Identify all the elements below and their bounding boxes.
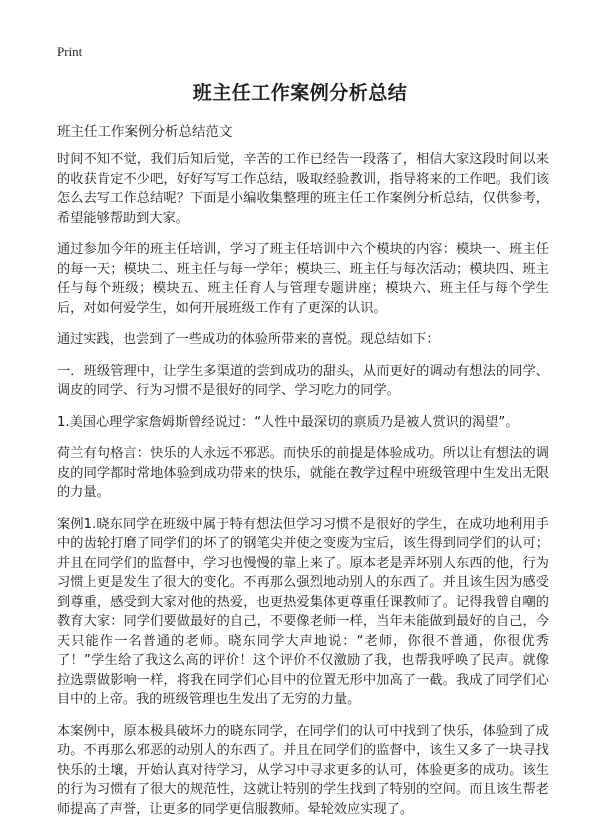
paragraph-case-1: 案例1.晓东同学在班级中属于特有想法但学习习惯不是很好的学生，在成功地利用手中的齿轮打磨了同学们的坏了的钢笔尖并使之变废为宝后，该生得到同学们的认可；并且在同学们的监督中，学习也慢慢的靠上来了。原本老是弄坏别人东西的他，行为习惯上更是发生了很大的变化。不再那么强烈地动别人的东西了。并且该生因为感受到尊重，感受到大家对他的热爱，也更热爱集体更尊重任课教师了。记得我曾自嘲的教育大家：同学们要做最好的自己，不要像老师一样，当年未能做到最好的自己，今天只能作一名普通的老师。晓东同学大声地说：“老师，你很不普通，你很优秀了！”学生给了我这么高的评价！这个评价不仅激励了我，也帮我呼唤了民声。就像拉选票做影响一样，将我在同学们心目中的位置无形中加高了一截。我成了同学们心目中的上帝。我的班级管理也生发出了无穷的力量。 (57, 516, 549, 707)
page-title: 班主任工作案例分析总结 (192, 82, 408, 104)
document-subtitle: 班主任工作案例分析总结范文 (57, 124, 233, 140)
paragraph-case-analysis: 本案例中，原本极具破坏力的晓东同学，在同学们的认可中找到了快乐，体验到了成功。不再那么邪恶的动别人的东西了。并且在同学们的监督中，该生又多了一块寻找快乐的土壤，开始认真对待学习，从学习中寻求更多的认可，体验更多的成功。该生的行为习惯有了很大的规范性，这就让特别的学生找到了特别的空间。而且该生帮老师提高了声誉，让更多的同学更信服教师。晕轮效应实现了。 (57, 723, 549, 817)
paragraph-summary-lead: 通过实践，也尝到了一些成功的体验所带来的喜悦。现总结如下： (57, 332, 440, 347)
print-link[interactable]: Print (57, 44, 83, 59)
paragraph-training-modules: 通过参加今年的班主任培训，学习了班主任培训中六个模块的内容：模块一、班主任的每一天；模块二、班主任与每一学年；模块三、班主任与每次活动；模块四、班主任与每个班级；模块五、班主任育人与管理专题讲座；模块六、班主任与每个学生后，对如何爱学生，如何开展班级工作有了更深的认识。 (57, 242, 549, 316)
paragraph-proverb: 荷兰有句格言：快乐的人永远不邪恶。而快乐的前提是体验成功。所以让有想法的调皮的同学都时常地体验到成功带来的快乐，就能在教学过程中班级管理中生发出无限的力量。 (57, 446, 549, 500)
paragraph-quote: 1.美国心理学家詹姆斯曾经说过：“人性中最深切的禀质乃是被人赏识的渴望”。 (57, 414, 519, 430)
paragraph-section-one: 一．班级管理中，让学生多渠道的尝到成功的甜头，从而更好的调动有想法的同学、调皮的同学、行为习惯不是很好的同学、学习吃力的同学。 (57, 363, 549, 398)
document-body (57, 150, 549, 831)
paragraph-intro: 时间不知不觉，我们后知后觉，辛苦的工作已经告一段落了，相信大家这段时间以来的收获肯定不少吧，好好写写工作总结，吸取经验教训，指导将来的工作吧。我们该怎么去写工作总结呢？下面是小编收集整理的班主任工作案例分析总结，仅供参考，希望能够帮助到大家。 (57, 152, 549, 226)
